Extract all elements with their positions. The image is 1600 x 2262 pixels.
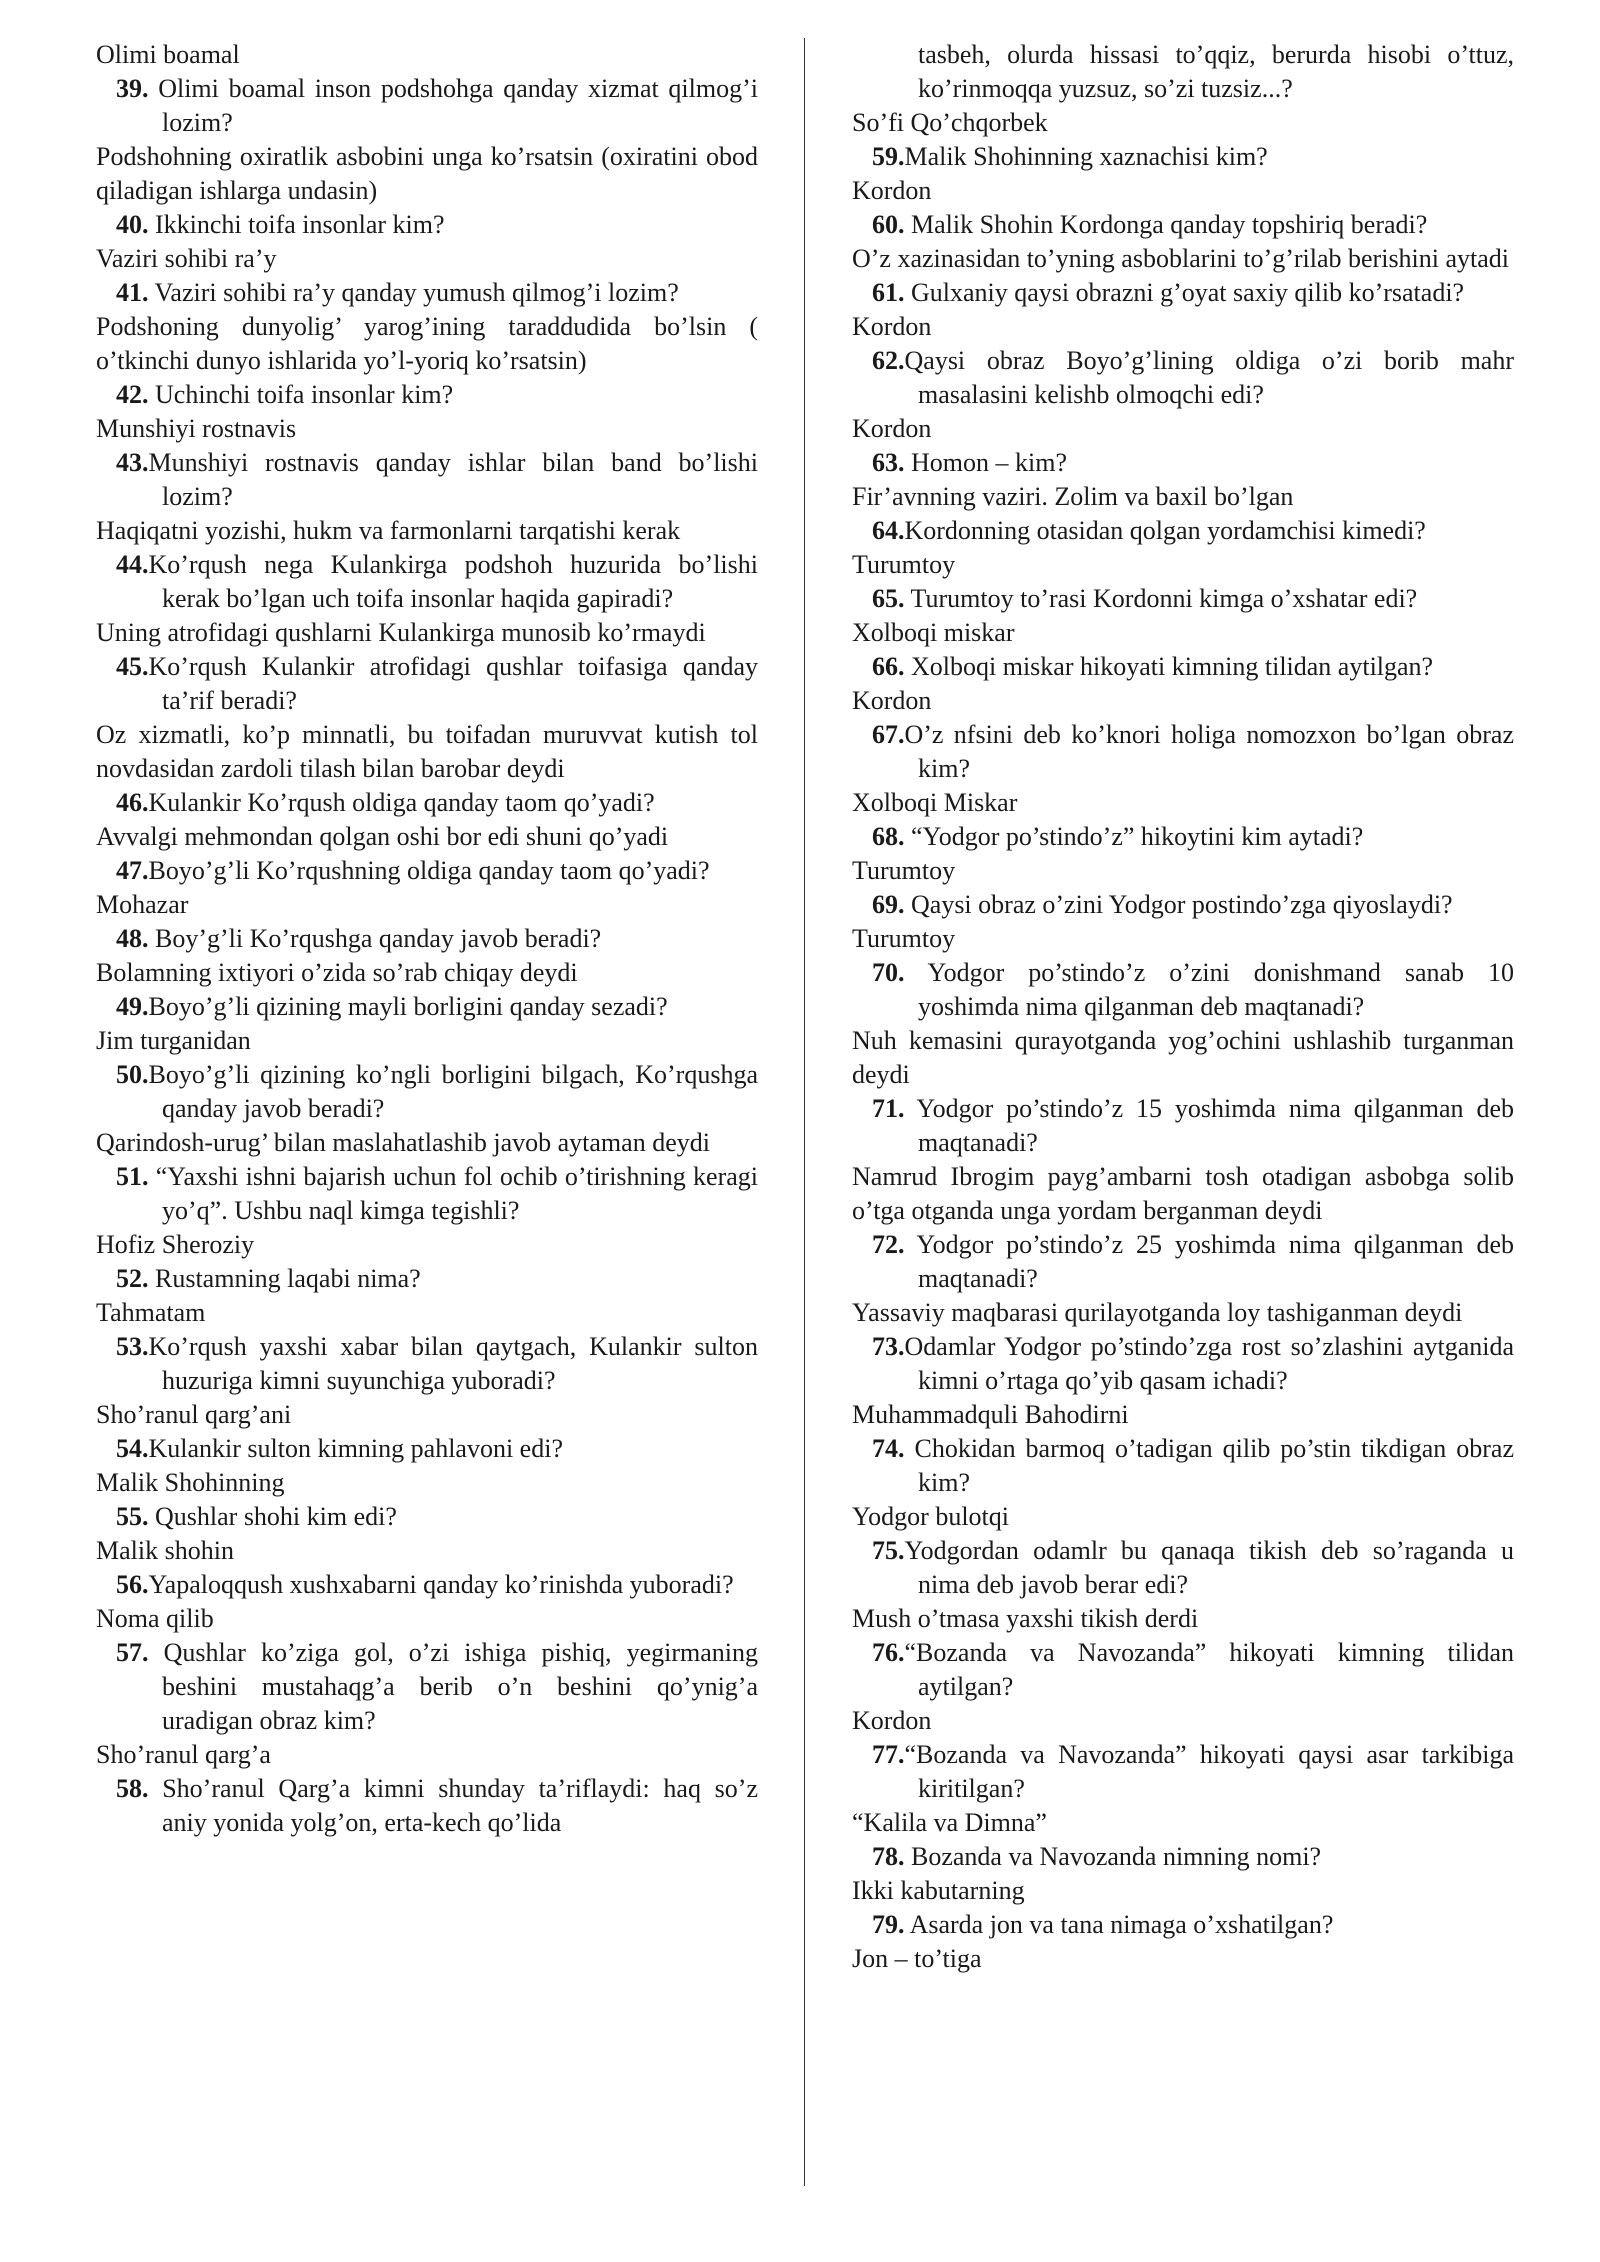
question [96, 276, 758, 310]
question [852, 276, 1514, 310]
question [96, 378, 758, 412]
question-text: Qushlar shohi kim edi? [148, 1502, 397, 1531]
question [96, 1262, 758, 1296]
answer: Haqiqatni yozishi, hukm va farmonlarni tarqatishi kerak [96, 516, 681, 545]
question [96, 1636, 758, 1738]
question-text: “Bozanda va Navozanda” hikoyati kimning tilidan aytilgan? [904, 1638, 1514, 1701]
question-number: 66. [872, 652, 905, 681]
answer: Uning atrofidagi qushlarni Kulankirga munosib ko’rmaydi [96, 618, 706, 647]
qa-entry [852, 718, 1514, 820]
question-text: Odamlar Yodgor po’stindo’zga rost so’zlashini aytganida kimni o’rtaga qo’yib qasam ichadi? [904, 1332, 1514, 1395]
qa-entry [96, 854, 758, 922]
answer: Namrud Ibrogim payg’ambarni tosh otadigan asbobga solib o’tga otganda unga yordam berganman deydi [852, 1162, 1514, 1225]
question-number: 56. [116, 1570, 149, 1599]
qa-entry [852, 1534, 1514, 1636]
question-text: O’z nfsini deb ko’knori holiga nomozxon bo’lgan obraz kim? [904, 720, 1514, 783]
qa-entry [96, 1160, 758, 1262]
answer: Yassaviy maqbarasi qurilayotganda loy tashiganman deydi [852, 1298, 1463, 1327]
question [852, 1330, 1514, 1398]
question [96, 1772, 758, 1840]
qa-entry [96, 1500, 758, 1568]
qa-entry [96, 1262, 758, 1330]
qa-entry [852, 1092, 1514, 1228]
question-number: 44. [116, 550, 149, 579]
qa-entry [852, 1840, 1514, 1908]
question-text: “Yodgor po’stindo’z” hikoytini kim aytadi? [904, 822, 1364, 851]
question-number: 57. [116, 1638, 149, 1667]
qa-entry [852, 1330, 1514, 1432]
answer: Jim turganidan [96, 1026, 251, 1055]
answer: “Kalila va Dimna” [852, 1808, 1047, 1837]
answer: Podshohning oxiratlik asbobini unga ko’rsatsin (oxiratini obod qiladigan ishlarga undasin) [96, 142, 758, 205]
question [96, 1330, 758, 1398]
question-text: Ikkinchi toifa insonlar kim? [148, 210, 445, 239]
question-number: 77. [872, 1740, 905, 1769]
question-text: Qaysi obraz o’zini Yodgor postindo’zga qiyoslaydi? [904, 890, 1453, 919]
question [852, 1636, 1514, 1704]
question [96, 922, 758, 956]
answer: So’fi Qo’chqorbek [852, 108, 1048, 137]
question-number: 45. [116, 652, 149, 681]
question-text: Rustamning laqabi nima? [148, 1264, 421, 1293]
question-number: 54. [116, 1434, 149, 1463]
question-number: 41. [116, 278, 149, 307]
question-number: 64. [872, 516, 905, 545]
question [96, 1160, 758, 1228]
question [852, 1738, 1514, 1806]
question-number: 42. [116, 380, 149, 409]
question [852, 718, 1514, 786]
answer: Malik Shohinning [96, 1468, 285, 1497]
question [852, 514, 1514, 548]
qa-entry [96, 1568, 758, 1636]
question-text: Boy’g’li Ko’rqushga qanday javob beradi? [148, 924, 602, 953]
question-number: 73. [872, 1332, 905, 1361]
question-text: Yapaloqqush xushxabarni qanday ko’rinishda yuboradi? [148, 1570, 734, 1599]
qa-entry [96, 1432, 758, 1500]
question-text: “Bozanda va Navozanda” hikoyati qaysi asar tarkibiga kiritilgan? [904, 1740, 1514, 1803]
question-text: Ko’rqush Kulankir atrofidagi qushlar toifasiga qanday ta’rif beradi? [148, 652, 758, 715]
qa-entry [96, 1330, 758, 1432]
answer: Yodgor bulotqi [852, 1502, 1010, 1531]
qa-entry [852, 820, 1514, 888]
question-number: 62. [872, 346, 905, 375]
column-divider [804, 38, 805, 2186]
question-number: 48. [116, 924, 149, 953]
question-text: Vaziri sohibi ra’y qanday yumush qilmog’i lozim? [148, 278, 679, 307]
question-text: Yodgor po’stindo’z 15 yoshimda nima qilganman deb maqtanadi? [904, 1094, 1514, 1157]
answer: Kordon [852, 312, 932, 341]
qa-entry [96, 378, 758, 446]
question-number: 68. [872, 822, 905, 851]
answer: Vaziri sohibi ra’y [96, 244, 277, 273]
qa-entry [852, 1228, 1514, 1330]
qa-entry [852, 1738, 1514, 1840]
answer: Kordon [852, 1706, 932, 1735]
answer: Kordon [852, 414, 932, 443]
answer: Turumtoy [852, 856, 956, 885]
question-text: Boyo’g’li qizining ko’ngli borligini bilgach, Ko’rqushga qanday javob beradi? [148, 1060, 758, 1123]
question-number: 58. [116, 1774, 149, 1803]
qa-entry [96, 548, 758, 650]
question-text: Munshiyi rostnavis qanday ishlar bilan band bo’lishi lozim? [148, 448, 758, 511]
question [96, 446, 758, 514]
answer: Muhammadquli Bahodirni [852, 1400, 1129, 1429]
question-number: 65. [872, 584, 905, 613]
question [852, 140, 1514, 174]
question [852, 1432, 1514, 1500]
question-number: 52. [116, 1264, 149, 1293]
question [852, 650, 1514, 684]
question-text: Homon – kim? [904, 448, 1067, 477]
answer: Xolboqi miskar [852, 618, 1015, 647]
question-text: Malik Shohinning xaznachisi kim? [904, 142, 1268, 171]
question-number: 70. [872, 958, 905, 987]
question [96, 1568, 758, 1602]
qa-entry [852, 888, 1514, 956]
question-number: 72. [872, 1230, 905, 1259]
answer: Turumtoy [852, 550, 956, 579]
question [96, 72, 758, 140]
qa-entry [852, 38, 1514, 140]
question-text: Uchinchi toifa insonlar kim? [148, 380, 454, 409]
question-text: Ko’rqush nega Kulankirga podshoh huzurida bo’lishi kerak bo’lgan uch toifa insonlar haqida gapiradi? [148, 550, 758, 613]
question [852, 1092, 1514, 1160]
answer: Oz xizmatli, ko’p minnatli, bu toifadan muruvvat kutish tol novdasidan zardoli tilash bilan barobar deydi [96, 720, 758, 783]
question [852, 1840, 1514, 1874]
qa-entry [852, 276, 1514, 344]
qa-entry [96, 990, 758, 1058]
question-text: Xolboqi miskar hikoyati kimning tilidan aytilgan? [904, 652, 1434, 681]
question-text: Qaysi obraz Boyo’g’lining oldiga o’zi borib mahr masalasini kelishb olmoqchi edi? [904, 346, 1514, 409]
qa-entry [96, 1636, 758, 1772]
answer: Mush o’tmasa yaxshi tikish derdi [852, 1604, 1199, 1633]
question-number: 61. [872, 278, 905, 307]
answer: Mohazar [96, 890, 189, 919]
question-text: “Yaxshi ishni bajarish uchun fol ochib o’tirishning keragi yo’q”. Ushbu naql kimga tegishli? [148, 1162, 758, 1225]
qa-entry [852, 1432, 1514, 1534]
question [96, 1432, 758, 1466]
qa-entry [96, 446, 758, 548]
question [96, 548, 758, 616]
answer: Xolboqi Miskar [852, 788, 1018, 817]
question-text: Boyo’g’li Ko’rqushning oldiga qanday taom qo’yadi? [148, 856, 710, 885]
answer: Nuh kemasini qurayotganda yog’ochini ushlashib turganman deydi [852, 1026, 1514, 1089]
question [852, 956, 1514, 1024]
question [96, 1500, 758, 1534]
qa-entry [852, 1636, 1514, 1738]
qa-entry [96, 650, 758, 786]
question-number: 53. [116, 1332, 149, 1361]
question-text: Ko’rqush yaxshi xabar bilan qaytgach, Kulankir sulton huzuriga kimni suyunchiga yuboradi? [148, 1332, 758, 1395]
question-text: Yodgor po’stindo’z o’zini donishmand sanab 10 yoshimda nima qilganman deb maqtanadi? [904, 958, 1514, 1021]
question-text: Yodgor po’stindo’z 25 yoshimda nima qilganman deb maqtanadi? [904, 1230, 1514, 1293]
question-number: 50. [116, 1060, 149, 1089]
qa-entry [96, 276, 758, 378]
question-number: 49. [116, 992, 149, 1021]
answer: Tahmatam [96, 1298, 206, 1327]
answer: Jon – to’tiga [852, 1944, 982, 1973]
answer: Bolamning ixtiyori o’zida so’rab chiqay deydi [96, 958, 578, 987]
question-number: 51. [116, 1162, 149, 1191]
question-continuation: tasbeh, olurda hissasi to’qqiz, berurda hisobi o’ttuz, ko’rinmoqqa yuzsuz, so’zi tuzsiz...? [918, 40, 1514, 103]
question [852, 344, 1514, 412]
answer: Hofiz Sheroziy [96, 1230, 255, 1259]
question [96, 990, 758, 1024]
qa-entry [96, 922, 758, 990]
question-number: 40. [116, 210, 149, 239]
answer: Podshoning dunyolig’ yarog’ining taraddudida bo’lsin ( o’tkinchi dunyo ishlarida yo’l-yoriq ko’rsatsin) [96, 312, 758, 375]
question [852, 208, 1514, 242]
question-number: 46. [116, 788, 149, 817]
answer: Munshiyi rostnavis [96, 414, 297, 443]
question-text: Bozanda va Navozanda nimning nomi? [904, 1842, 1322, 1871]
answer: Kordon [852, 176, 932, 205]
left-column [96, 38, 758, 1840]
question [852, 1228, 1514, 1296]
question-text: Qushlar ko’ziga gol, o’zi ishiga pishiq, yegirmaning beshini mustahaqg’a berib o’n beshini qo’ynig’a uradigan obraz kim? [148, 1638, 758, 1735]
question-text: Chokidan barmoq o’tadigan qilib po’stin tikdigan obraz kim? [904, 1434, 1514, 1497]
qa-entry [96, 72, 758, 208]
qa-entry [96, 1772, 758, 1840]
question [852, 1534, 1514, 1602]
question-text: Turumtoy to’rasi Kordonni kimga o’xshatar edi? [904, 584, 1418, 613]
answer: Sho’ranul qarg’a [96, 1740, 271, 1769]
question [852, 582, 1514, 616]
question-number: 47. [116, 856, 149, 885]
qa-entry [96, 208, 758, 276]
question-text: Yodgordan odamlr bu qanaqa tikish deb so’raganda u nima deb javob berar edi? [904, 1536, 1514, 1599]
qa-entry [852, 582, 1514, 650]
qa-entry [852, 1908, 1514, 1976]
answer: Noma qilib [96, 1604, 214, 1633]
qa-entry [96, 786, 758, 854]
answer: Turumtoy [852, 924, 956, 953]
answer: Avvalgi mehmondan qolgan oshi bor edi shuni qo’yadi [96, 822, 669, 851]
question-text: Kulankir Ko’rqush oldiga qanday taom qo’yadi? [148, 788, 655, 817]
question-text: Sho’ranul Qarg’a kimni shunday ta’riflaydi: haq so’z aniy yonida yolg’on, erta-kech qo’lida [148, 1774, 758, 1837]
question [852, 888, 1514, 922]
question-number: 79. [872, 1910, 905, 1939]
question [96, 786, 758, 820]
qa-entry [852, 140, 1514, 208]
question-text: Boyo’g’li qizining mayli borligini qanday sezadi? [148, 992, 668, 1021]
question-number: 60. [872, 210, 905, 239]
qa-entry [852, 208, 1514, 276]
question-number: 63. [872, 448, 905, 477]
question-text: Asarda jon va tana nimaga o’xshatilgan? [904, 1910, 1334, 1939]
question-number: 74. [872, 1434, 905, 1463]
question-text: Kordonning otasidan qolgan yordamchisi kimedi? [904, 516, 1426, 545]
question-number: 69. [872, 890, 905, 919]
qa-entry [96, 1058, 758, 1160]
question [852, 820, 1514, 854]
answer: Fir’avnning vaziri. Zolim va baxil bo’lgan [852, 482, 1294, 511]
answer: O’z xazinasidan to’yning asboblarini to’g’rilab berishini aytadi [852, 244, 1510, 273]
question-number: 76. [872, 1638, 905, 1667]
question-text: Olimi boamal inson podshohga qanday xizmat qilmog’i lozim? [148, 74, 758, 137]
question [852, 446, 1514, 480]
question-number: 75. [872, 1536, 905, 1565]
question [852, 1908, 1514, 1942]
qa-entry [852, 514, 1514, 582]
qa-entry [852, 956, 1514, 1092]
question [96, 854, 758, 888]
question-text: Malik Shohin Kordonga qanday topshiriq beradi? [904, 210, 1428, 239]
question [96, 208, 758, 242]
question [96, 1058, 758, 1126]
qa-entry [852, 650, 1514, 718]
answer: Olimi boamal [96, 40, 240, 69]
question-number: 39. [116, 74, 149, 103]
qa-entry [852, 344, 1514, 446]
answer: Malik shohin [96, 1536, 234, 1565]
question-text: Gulxaniy qaysi obrazni g’oyat saxiy qilib ko’rsatadi? [904, 278, 1465, 307]
answer: Kordon [852, 686, 932, 715]
qa-entry [852, 446, 1514, 514]
answer: Qarindosh-urug’ bilan maslahatlashib javob aytaman deydi [96, 1128, 710, 1157]
question-number: 71. [872, 1094, 905, 1123]
question-number: 78. [872, 1842, 905, 1871]
question-text: Kulankir sulton kimning pahlavoni edi? [148, 1434, 563, 1463]
question [96, 650, 758, 718]
question-number: 55. [116, 1502, 149, 1531]
question-number: 43. [116, 448, 149, 477]
answer: Sho’ranul qarg’ani [96, 1400, 292, 1429]
right-column [852, 38, 1514, 1976]
question-number: 59. [872, 142, 905, 171]
qa-entry [96, 38, 758, 72]
question-number: 67. [872, 720, 905, 749]
answer: Ikki kabutarning [852, 1876, 1025, 1905]
